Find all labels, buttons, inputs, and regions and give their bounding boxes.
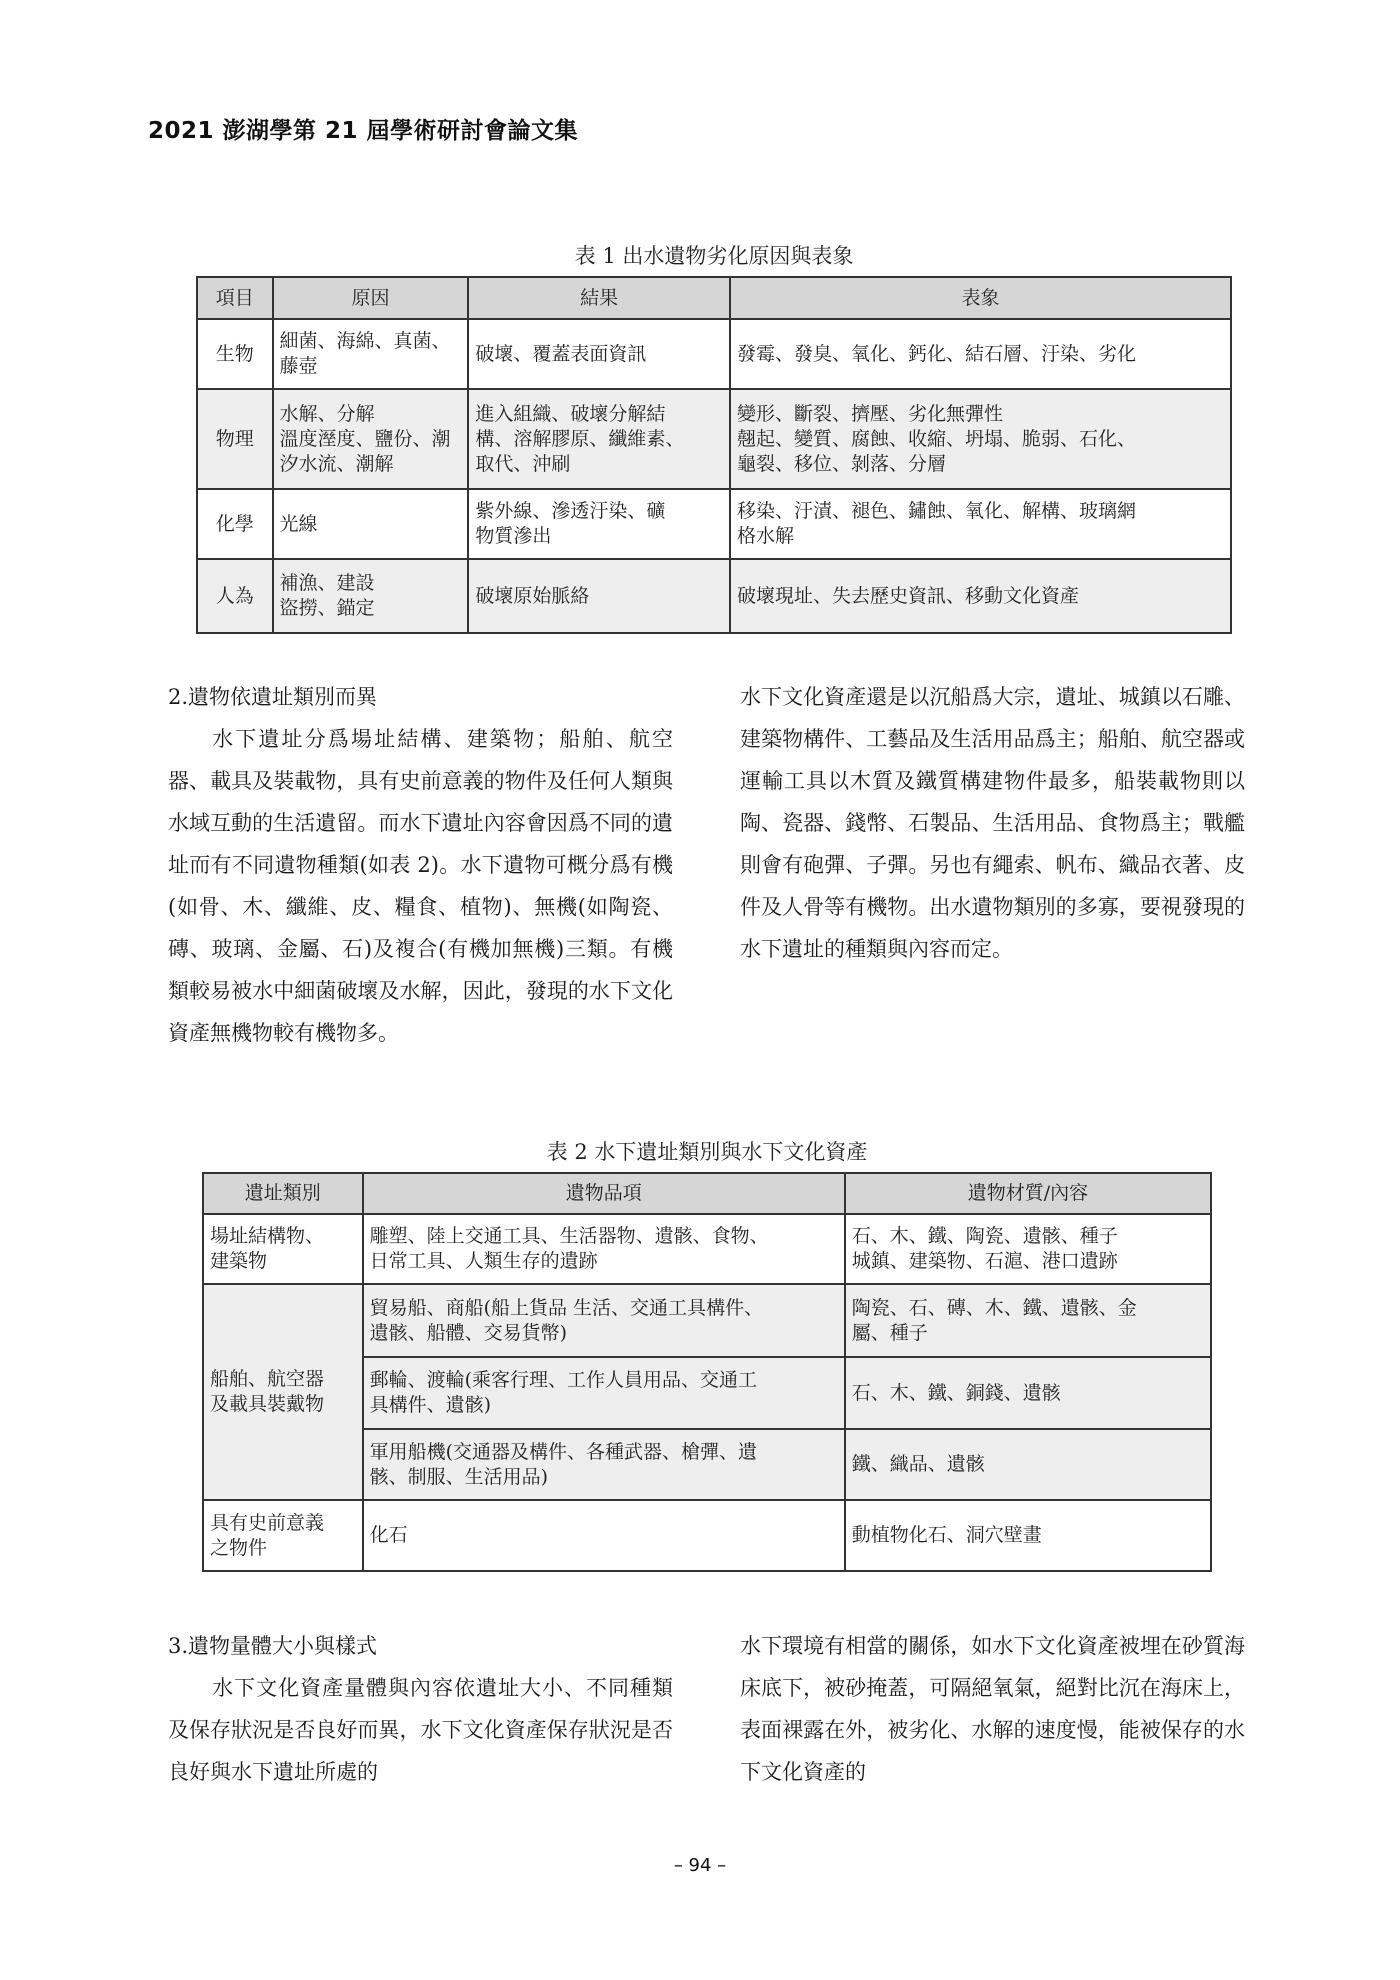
table1-cell-item: 化學 — [197, 489, 273, 559]
table1-cell-result: 破壞原始脈絡 — [468, 559, 730, 633]
section3-right-column — [740, 1625, 1245, 1793]
table1-row — [197, 489, 1231, 559]
section2-heading: 2.遺物依遺址類別而異 — [168, 685, 378, 709]
table1-cell-result: 紫外線、滲透汙染、礦 物質滲出 — [468, 489, 730, 559]
table2-cell-category: 具有史前意義 之物件 — [203, 1500, 363, 1571]
table2-row — [203, 1500, 1211, 1571]
table1-cell-item: 生物 — [197, 319, 273, 389]
table1-cell-symptom: 移染、汙漬、褪色、鏽蝕、氧化、解構、玻璃網 格水解 — [730, 489, 1231, 559]
table2-header: 遺物材質/內容 — [845, 1173, 1211, 1214]
table1-cell-cause: 補漁、建設 盜撈、錨定 — [273, 559, 469, 633]
table1-row — [197, 389, 1231, 489]
table2-row — [203, 1214, 1211, 1284]
table2-header: 遺址類別 — [203, 1173, 363, 1214]
table2-cell-materials: 動植物化石、洞穴壁畫 — [845, 1500, 1211, 1571]
table2-cell-materials: 陶瓷、石、磚、木、鐵、遺骸、金 屬、種子 — [845, 1284, 1211, 1357]
section2-right-column — [740, 676, 1245, 970]
table1 — [196, 276, 1232, 634]
table2-cell-items: 軍用船機(交通器及構件、各種武器、槍彈、遺 骸、制服、生活用品) — [363, 1429, 845, 1500]
table1-header: 項目 — [197, 277, 273, 319]
section2-paragraph-left: 水下遺址分爲場址結構、建築物；船舶、航空器、載具及裝載物，具有史前意義的物件及任何人類與水域互動的生活遺留。而水下遺址內容會因爲不同的遺址而有不同遺物種類(如表 2)。水下遺物可概分爲有機(如骨、木、纖維、皮、糧食、植物)、無機(如陶瓷、磚、玻璃、金屬、石)及複合(有機加無機)三類。有機類較易被水中細菌破壞及水解，因此，發現的水下文化資產無機物較有機物多。 — [168, 727, 673, 1045]
table2-cell-materials: 石、木、鐵、銅錢、遺骸 — [845, 1357, 1211, 1429]
table2-cell-items: 雕塑、陸上交通工具、生活器物、遺骸、食物、 日常工具、人類生存的遺跡 — [363, 1214, 845, 1284]
table2-cell-items: 化石 — [363, 1500, 845, 1571]
table2-cell-category: 場址結構物、 建築物 — [203, 1214, 363, 1284]
table1-header: 結果 — [468, 277, 730, 319]
section3-paragraph-left: 水下文化資產量體與內容依遺址大小、不同種類及保存狀況是否良好而異，水下文化資產保存狀況是否良好與水下遺址所處的 — [168, 1676, 673, 1784]
table1-cell-symptom: 破壞現址、失去歷史資訊、移動文化資產 — [730, 559, 1231, 633]
running-head: 2021 澎湖學第 21 屆學術研討會論文集 — [148, 118, 579, 144]
page-number: – 94 – — [673, 1855, 727, 1876]
section3-left-column — [168, 1625, 673, 1793]
table1-cell-item: 人為 — [197, 559, 273, 633]
table2-cell-materials: 鐵、織品、遺骸 — [845, 1429, 1211, 1500]
table2-cell-category: 船舶、航空器 及載具裝戴物 — [203, 1284, 363, 1500]
table1-cell-symptom: 變形、斷裂、擠壓、劣化無彈性 翹起、變質、腐蝕、收縮、坍塌、脆弱、石化、 龜裂、移位、剝落、分層 — [730, 389, 1231, 489]
table1-cell-result: 進入組織、破壞分解結 構、溶解膠原、纖維素、 取代、沖刷 — [468, 389, 730, 489]
table2-cell-materials: 石、木、鐵、陶瓷、遺骸、種子 城鎮、建築物、石滬、港口遺跡 — [845, 1214, 1211, 1284]
table1-cell-result: 破壞、覆蓋表面資訊 — [468, 319, 730, 389]
table1-header: 表象 — [730, 277, 1231, 319]
table1-cell-item: 物理 — [197, 389, 273, 489]
table1-row — [197, 559, 1231, 633]
table1-cell-symptom: 發霉、發臭、氧化、鈣化、結石層、汙染、劣化 — [730, 319, 1231, 389]
table1-header-row — [197, 277, 1231, 319]
table2 — [202, 1172, 1212, 1572]
section3-paragraph-right: 水下環境有相當的關係，如水下文化資產被埋在砂質海床底下，被砂掩蓋，可隔絕氧氣，絕對比沉在海床上，表面裸露在外，被劣化、水解的速度慢，能被保存的水下文化資產的 — [740, 1634, 1245, 1784]
section3-heading: 3.遺物量體大小與樣式 — [168, 1634, 378, 1658]
section2-paragraph-right: 水下文化資產還是以沉船爲大宗，遺址、城鎮以石雕、建築物構件、工藝品及生活用品爲主；船舶、航空器或運輸工具以木質及鐵質構建物件最多，船裝載物則以陶、瓷器、錢幣、石製品、生活用品、食物爲主；戰艦則會有砲彈、子彈。另也有繩索、帆布、織品衣著、皮件及人骨等有機物。出水遺物類別的多寡，要視發現的水下遺址的種類與內容而定。 — [740, 685, 1245, 961]
table2-header: 遺物品項 — [363, 1173, 845, 1214]
table1-cell-cause: 水解、分解 溫度溼度、鹽份、潮 汐水流、潮解 — [273, 389, 469, 489]
section2-left-column — [168, 676, 673, 1054]
table2-caption: 表 2 水下遺址類別與水下文化資產 — [546, 1140, 868, 1164]
table2-cell-items: 郵輪、渡輪(乘客行理、工作人員用品、交通工 具構件、遺骸) — [363, 1357, 845, 1429]
table2-row — [203, 1284, 1211, 1357]
table2-cell-items: 貿易船、商船(船上貨品 生活、交通工具構件、 遺骸、船體、交易貨幣) — [363, 1284, 845, 1357]
table2-header-row — [203, 1173, 1211, 1214]
table1-caption: 表 1 出水遺物劣化原因與表象 — [574, 244, 854, 268]
table1-header: 原因 — [273, 277, 469, 319]
table1-row — [197, 319, 1231, 389]
table1-cell-cause: 光線 — [273, 489, 469, 559]
table1-cell-cause: 細菌、海綿、真菌、 藤壺 — [273, 319, 469, 389]
